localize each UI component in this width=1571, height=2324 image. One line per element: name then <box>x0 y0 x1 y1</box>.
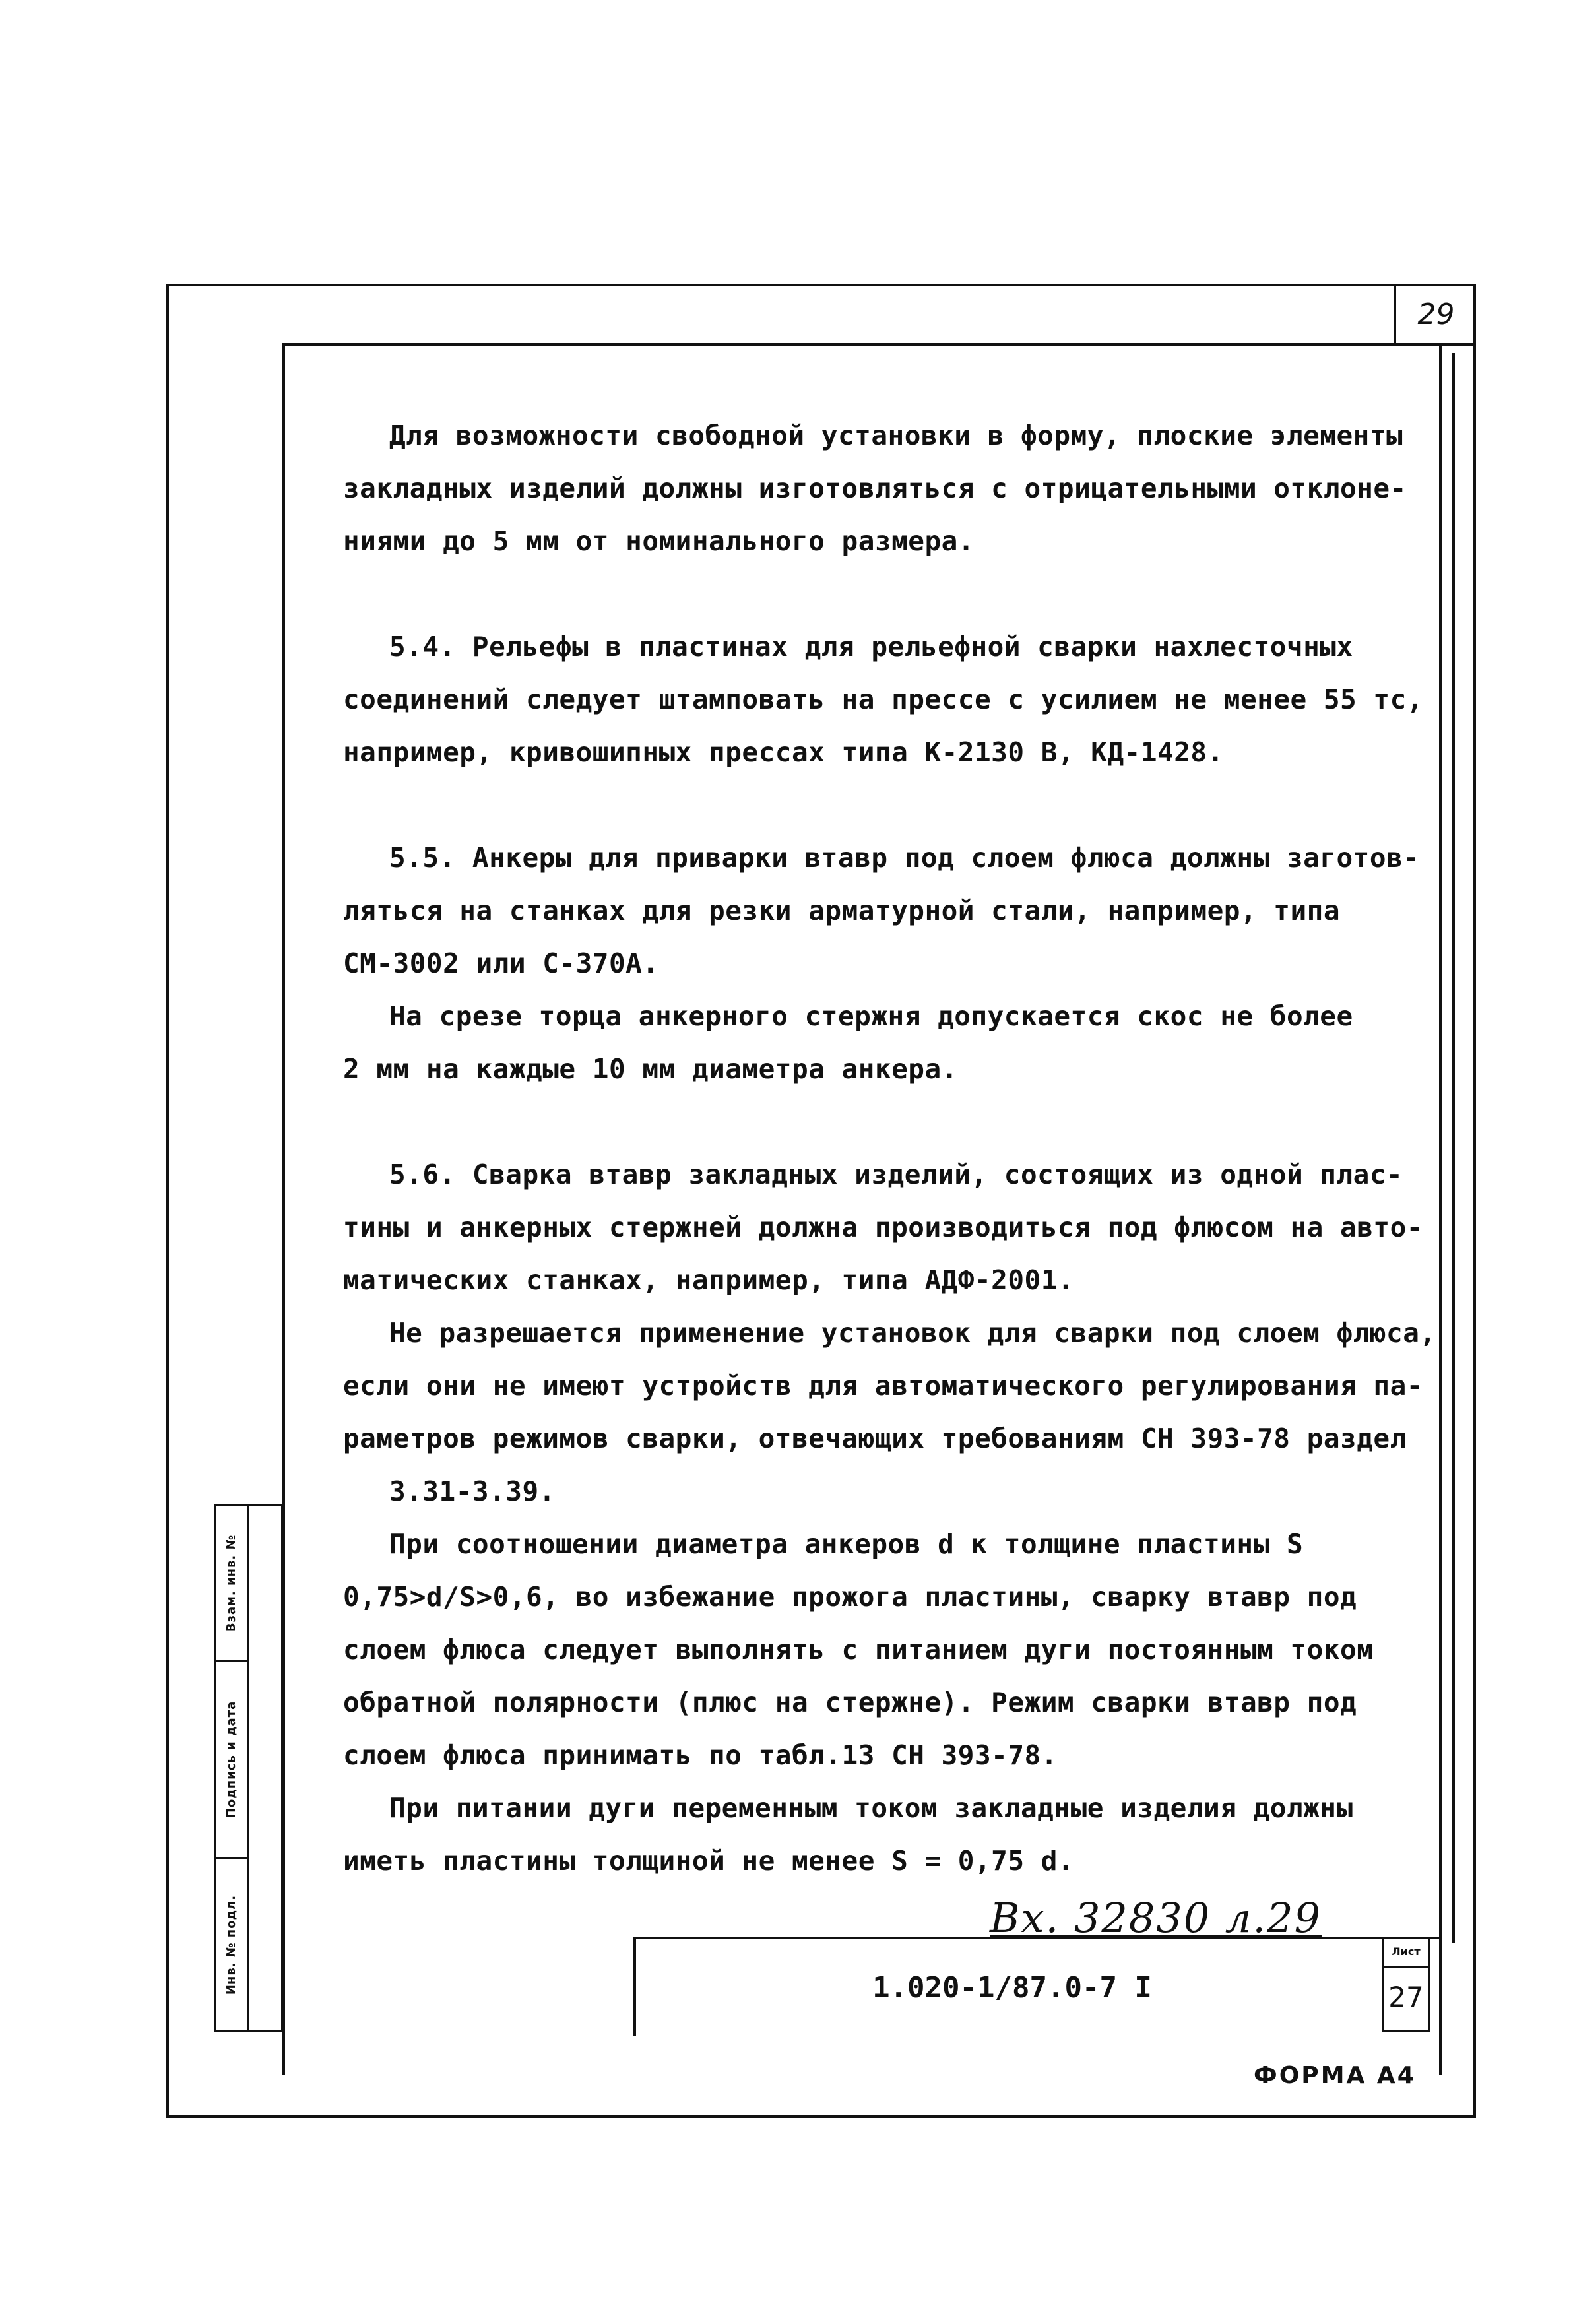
text-line: ляться на станках для резки арматурной стали, например, типа <box>343 895 1341 926</box>
top-sheet-number: 29 <box>1394 285 1476 346</box>
text-line: 3.31-3.39. <box>389 1475 556 1507</box>
text-line: раметров режимов сварки, отвечающих требованиям СН 393-78 раздел <box>343 1423 1407 1454</box>
text-line: матических станках, например, типа АДФ-2001. <box>343 1264 1075 1296</box>
stamp-cell <box>216 1859 247 2030</box>
text-line: ниями до 5 мм от номинального размера. <box>343 525 975 557</box>
document-body <box>343 409 1436 1887</box>
text-line: закладных изделий должны изготовляться с отрицательными отклоне- <box>343 472 1407 504</box>
text-line: На срезе торца анкерного стержня допускается скос не более <box>389 1000 1353 1032</box>
paragraph-not-allowed <box>343 1307 1436 1518</box>
paragraph-intro <box>343 409 1405 567</box>
text-line: Для возможности свободной установки в форму, плоские элементы <box>389 420 1403 451</box>
text-line: При питании дуги переменным током закладные изделия должны <box>389 1792 1353 1824</box>
stamp-cell <box>216 1662 247 1859</box>
text-line: 5.5. Анкеры для приварки втавр под слоем флюса должны заготов- <box>389 842 1420 874</box>
title-block <box>633 1937 1442 2036</box>
side-stamp-values <box>249 1504 283 2032</box>
text-line: слоем флюса принимать по табл.13 СН 393-78. <box>343 1739 1058 1771</box>
text-line: Не разрешается применение установок для сварки под слоем флюса, <box>389 1317 1436 1349</box>
text-line: 5.4. Рельефы в пластинах для рельефной сварки нахлесточных <box>389 631 1353 662</box>
text-line: если они не имеют устройств для автоматического регулирования па- <box>343 1370 1423 1402</box>
text-line: 2 мм на каждые 10 мм диаметра анкера. <box>343 1053 958 1085</box>
paragraph-5-6 <box>343 1148 1423 1307</box>
stamp-label-vzam-inv: Взам. инв. № <box>224 1534 239 1632</box>
stamp-label-inv-podl: Инв. № подл. <box>224 1894 239 1995</box>
paragraph-5-4 <box>343 620 1423 779</box>
paragraph-5-5 <box>343 831 1420 990</box>
paragraph-ac-current <box>343 1782 1405 1887</box>
sheet-box <box>1382 1939 1430 2032</box>
frame-right-rule <box>1452 353 1455 1943</box>
text-line: например, кривошипных прессах типа К-2130 В, КД-1428. <box>343 736 1224 768</box>
text-line: При соотношении диаметра анкеров d к толщине пластины S <box>389 1528 1304 1560</box>
text-line: иметь пластины толщиной не менее S = 0,75 d. <box>343 1845 1075 1877</box>
text-line: слоем флюса следует выполнять с питанием дуги постоянным током <box>343 1634 1374 1665</box>
sheet-number: 27 <box>1388 1981 1424 2013</box>
form-label: ФОРМА А4 <box>1254 2062 1416 2089</box>
sheet-label: Лист <box>1384 1939 1428 1968</box>
text-line: соединений следует штамповать на прессе с усилием не менее 55 тс, <box>343 684 1423 715</box>
document-code: 1.020-1/87.0-7 I <box>872 1970 1152 2005</box>
side-stamp-labels <box>214 1504 249 2032</box>
text-line: 5.6. Сварка втавр закладных изделий, состоящих из одной плас- <box>389 1159 1403 1190</box>
text-line: тины и анкерных стержней должна производиться под флюсом на авто- <box>343 1211 1423 1243</box>
paragraph-ratio <box>343 1518 1405 1782</box>
text-line: 0,75>d/S>0,6, во избежание прожога пластины, сварку втавр под <box>343 1581 1357 1613</box>
paragraph-anchor-bevel <box>343 990 1405 1095</box>
stamp-cell <box>216 1506 247 1662</box>
stamp-label-podpis-data: Подпись и дата <box>224 1700 239 1819</box>
text-line: СМ-3002 или С-370А. <box>343 948 659 979</box>
inventory-handwritten: Вх. 32830 л.29 <box>990 1894 1322 1942</box>
text-line: обратной полярности (плюс на стержне). Режим сварки втавр под <box>343 1687 1357 1718</box>
